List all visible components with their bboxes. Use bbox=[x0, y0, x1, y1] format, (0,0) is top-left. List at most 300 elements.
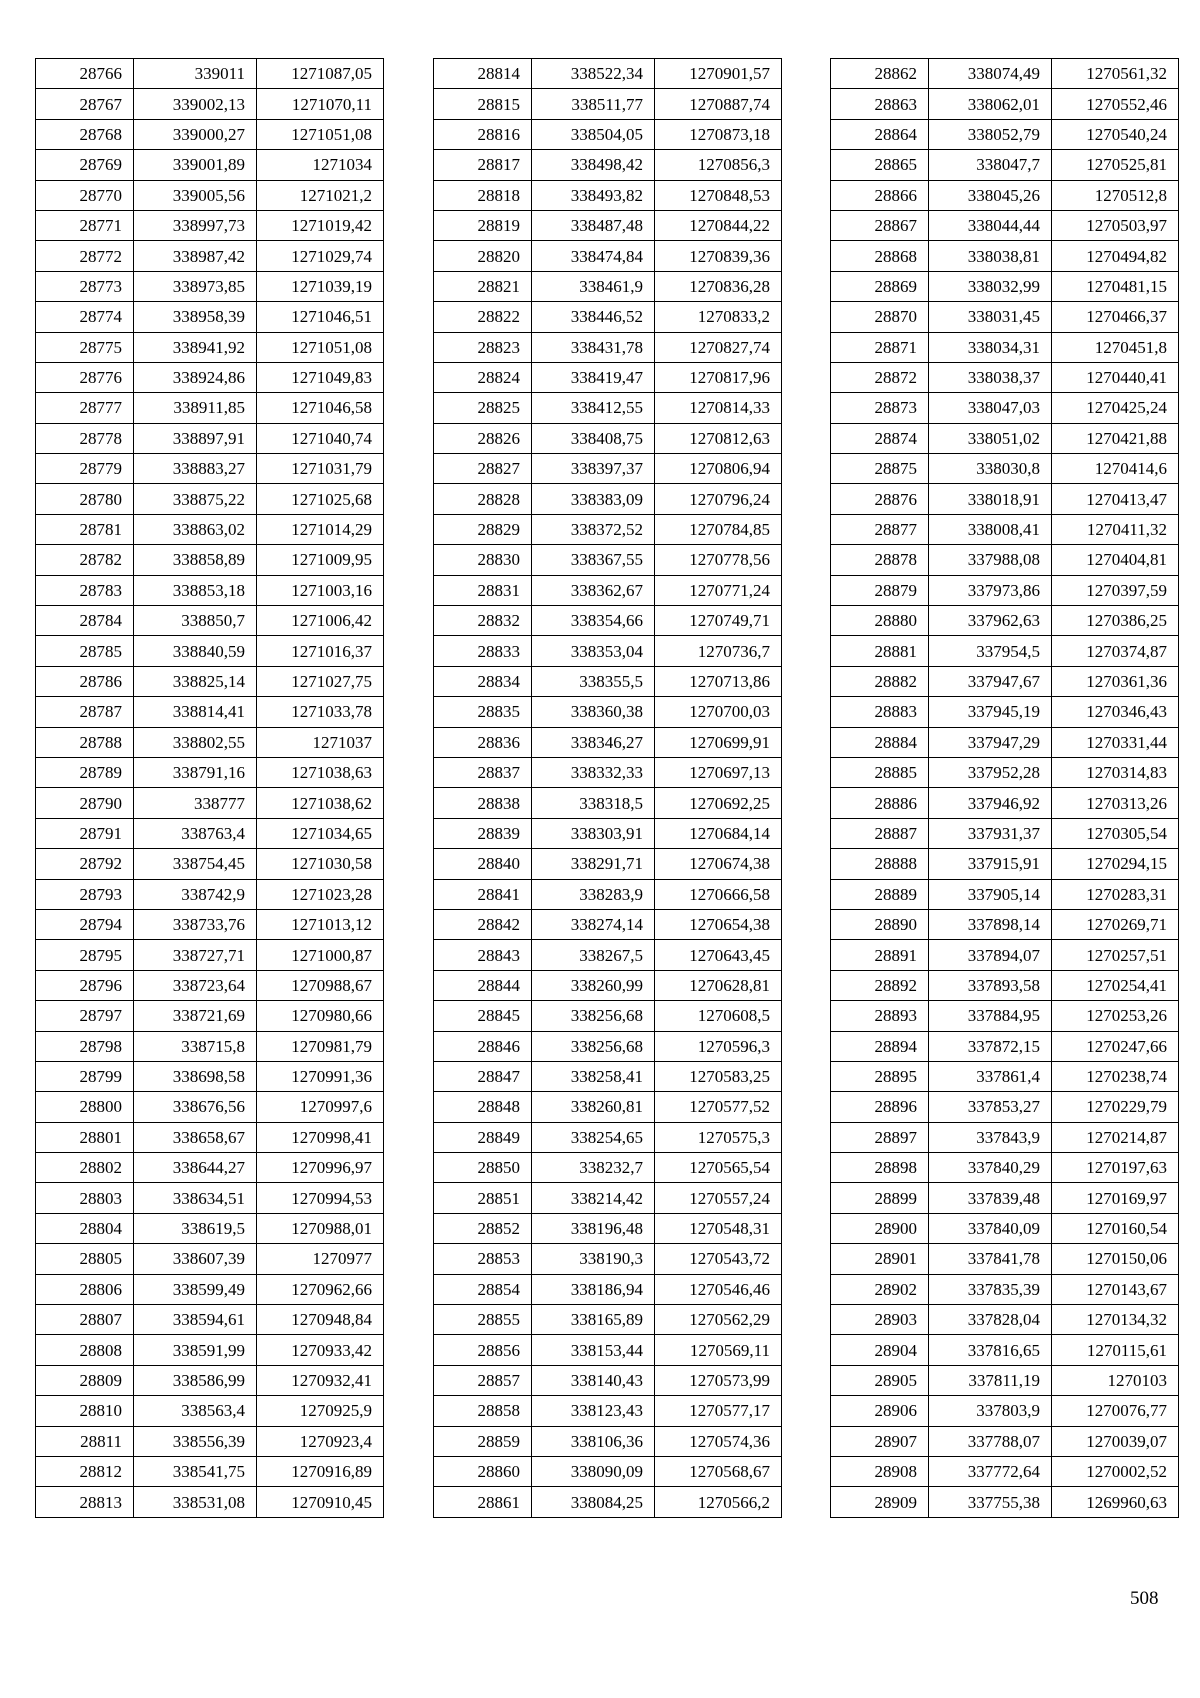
point-number-cell: 28795 bbox=[36, 940, 134, 970]
table-row bbox=[36, 1274, 384, 1304]
point-number-cell: 28854 bbox=[434, 1274, 532, 1304]
x-coordinate-cell: 338487,48 bbox=[532, 210, 655, 240]
x-coordinate-cell: 338563,4 bbox=[134, 1396, 257, 1426]
point-number-cell: 28818 bbox=[434, 180, 532, 210]
x-coordinate-cell: 338825,14 bbox=[134, 666, 257, 696]
table-row bbox=[36, 1396, 384, 1426]
y-coordinate-cell: 1270160,54 bbox=[1052, 1213, 1179, 1243]
y-coordinate-cell: 1271051,08 bbox=[257, 119, 384, 149]
point-number-cell: 28825 bbox=[434, 393, 532, 423]
point-number-cell: 28877 bbox=[831, 514, 929, 544]
point-number-cell: 28801 bbox=[36, 1122, 134, 1152]
table-row bbox=[434, 210, 782, 240]
point-number-cell: 28862 bbox=[831, 59, 929, 89]
point-number-cell: 28867 bbox=[831, 210, 929, 240]
x-coordinate-cell: 338256,68 bbox=[532, 1031, 655, 1061]
x-coordinate-cell: 338763,4 bbox=[134, 818, 257, 848]
point-number-cell: 28776 bbox=[36, 362, 134, 392]
table-row bbox=[831, 575, 1179, 605]
table-row bbox=[831, 332, 1179, 362]
x-coordinate-cell: 338354,66 bbox=[532, 606, 655, 636]
table-row bbox=[831, 1092, 1179, 1122]
y-coordinate-cell: 1270981,79 bbox=[257, 1031, 384, 1061]
table-row bbox=[36, 940, 384, 970]
point-number-cell: 28881 bbox=[831, 636, 929, 666]
y-coordinate-cell: 1271087,05 bbox=[257, 59, 384, 89]
y-coordinate-cell: 1270575,3 bbox=[655, 1122, 782, 1152]
table-row bbox=[831, 757, 1179, 787]
table-row bbox=[36, 1213, 384, 1243]
table-row bbox=[434, 1213, 782, 1243]
point-number-cell: 28832 bbox=[434, 606, 532, 636]
table-row bbox=[36, 241, 384, 271]
point-number-cell: 28902 bbox=[831, 1274, 929, 1304]
y-coordinate-cell: 1270628,81 bbox=[655, 970, 782, 1000]
y-coordinate-cell: 1270684,14 bbox=[655, 818, 782, 848]
table-row bbox=[831, 119, 1179, 149]
y-coordinate-cell: 1270540,24 bbox=[1052, 119, 1179, 149]
x-coordinate-cell: 337947,67 bbox=[929, 666, 1052, 696]
x-coordinate-cell: 338446,52 bbox=[532, 302, 655, 332]
x-coordinate-cell: 338031,45 bbox=[929, 302, 1052, 332]
x-coordinate-cell: 338721,69 bbox=[134, 1001, 257, 1031]
y-coordinate-cell: 1270103 bbox=[1052, 1365, 1179, 1395]
y-coordinate-cell: 1270346,43 bbox=[1052, 697, 1179, 727]
table-row bbox=[36, 636, 384, 666]
x-coordinate-cell: 338332,33 bbox=[532, 757, 655, 787]
table-row bbox=[434, 1001, 782, 1031]
table-row bbox=[434, 606, 782, 636]
point-number-cell: 28772 bbox=[36, 241, 134, 271]
x-coordinate-cell: 337905,14 bbox=[929, 879, 1052, 909]
table-row bbox=[36, 727, 384, 757]
point-number-cell: 28819 bbox=[434, 210, 532, 240]
y-coordinate-cell: 1270806,94 bbox=[655, 454, 782, 484]
y-coordinate-cell: 1270771,24 bbox=[655, 575, 782, 605]
x-coordinate-cell: 338742,9 bbox=[134, 879, 257, 909]
x-coordinate-cell: 338715,8 bbox=[134, 1031, 257, 1061]
y-coordinate-cell: 1270414,6 bbox=[1052, 454, 1179, 484]
x-coordinate-cell: 338408,75 bbox=[532, 423, 655, 453]
point-number-cell: 28767 bbox=[36, 89, 134, 119]
x-coordinate-cell: 338084,25 bbox=[532, 1487, 655, 1517]
x-coordinate-cell: 337945,19 bbox=[929, 697, 1052, 727]
table-row bbox=[434, 150, 782, 180]
x-coordinate-cell: 338214,42 bbox=[532, 1183, 655, 1213]
table-row bbox=[434, 362, 782, 392]
x-coordinate-cell: 338291,71 bbox=[532, 849, 655, 879]
point-number-cell: 28769 bbox=[36, 150, 134, 180]
table-row bbox=[831, 180, 1179, 210]
table-row bbox=[831, 818, 1179, 848]
table-row bbox=[831, 271, 1179, 301]
point-number-cell: 28807 bbox=[36, 1305, 134, 1335]
y-coordinate-cell: 1270796,24 bbox=[655, 484, 782, 514]
x-coordinate-cell: 338153,44 bbox=[532, 1335, 655, 1365]
y-coordinate-cell: 1270374,87 bbox=[1052, 636, 1179, 666]
x-coordinate-cell: 338090,09 bbox=[532, 1456, 655, 1486]
table-row bbox=[831, 849, 1179, 879]
y-coordinate-cell: 1270413,47 bbox=[1052, 484, 1179, 514]
table-row bbox=[831, 362, 1179, 392]
x-coordinate-cell: 338047,03 bbox=[929, 393, 1052, 423]
table-row bbox=[434, 514, 782, 544]
point-number-cell: 28805 bbox=[36, 1244, 134, 1274]
y-coordinate-cell: 1270994,53 bbox=[257, 1183, 384, 1213]
table-row bbox=[434, 697, 782, 727]
table-row bbox=[36, 1487, 384, 1517]
table-row bbox=[434, 89, 782, 119]
y-coordinate-cell: 1270948,84 bbox=[257, 1305, 384, 1335]
point-number-cell: 28883 bbox=[831, 697, 929, 727]
point-number-cell: 28798 bbox=[36, 1031, 134, 1061]
y-coordinate-cell: 1270269,71 bbox=[1052, 909, 1179, 939]
y-coordinate-cell: 1270901,57 bbox=[655, 59, 782, 89]
table-row bbox=[831, 302, 1179, 332]
table-row bbox=[831, 1122, 1179, 1152]
point-number-cell: 28784 bbox=[36, 606, 134, 636]
x-coordinate-cell: 338318,5 bbox=[532, 788, 655, 818]
x-coordinate-cell: 338676,56 bbox=[134, 1092, 257, 1122]
point-number-cell: 28820 bbox=[434, 241, 532, 271]
y-coordinate-cell: 1270608,5 bbox=[655, 1001, 782, 1031]
table-row bbox=[434, 1183, 782, 1213]
x-coordinate-cell: 338267,5 bbox=[532, 940, 655, 970]
table-row bbox=[434, 1092, 782, 1122]
y-coordinate-cell: 1270421,88 bbox=[1052, 423, 1179, 453]
y-coordinate-cell: 1270697,13 bbox=[655, 757, 782, 787]
y-coordinate-cell: 1270466,37 bbox=[1052, 302, 1179, 332]
y-coordinate-cell: 1271037 bbox=[257, 727, 384, 757]
table-row bbox=[36, 89, 384, 119]
table-row bbox=[36, 484, 384, 514]
x-coordinate-cell: 338074,49 bbox=[929, 59, 1052, 89]
table-row bbox=[831, 1213, 1179, 1243]
point-number-cell: 28892 bbox=[831, 970, 929, 1000]
x-coordinate-cell: 338556,39 bbox=[134, 1426, 257, 1456]
y-coordinate-cell: 1270294,15 bbox=[1052, 849, 1179, 879]
y-coordinate-cell: 1270253,26 bbox=[1052, 1001, 1179, 1031]
x-coordinate-cell: 338733,76 bbox=[134, 909, 257, 939]
y-coordinate-cell: 1271039,19 bbox=[257, 271, 384, 301]
y-coordinate-cell: 1271019,42 bbox=[257, 210, 384, 240]
point-number-cell: 28853 bbox=[434, 1244, 532, 1274]
y-coordinate-cell: 1270996,97 bbox=[257, 1153, 384, 1183]
point-number-cell: 28895 bbox=[831, 1061, 929, 1091]
x-coordinate-cell: 338372,52 bbox=[532, 514, 655, 544]
table-row bbox=[831, 484, 1179, 514]
point-number-cell: 28812 bbox=[36, 1456, 134, 1486]
y-coordinate-cell: 1270494,82 bbox=[1052, 241, 1179, 271]
table-row bbox=[434, 271, 782, 301]
point-number-cell: 28851 bbox=[434, 1183, 532, 1213]
y-coordinate-cell: 1271013,12 bbox=[257, 909, 384, 939]
table-row bbox=[434, 1365, 782, 1395]
y-coordinate-cell: 1270313,26 bbox=[1052, 788, 1179, 818]
point-number-cell: 28891 bbox=[831, 940, 929, 970]
y-coordinate-cell: 1270214,87 bbox=[1052, 1122, 1179, 1152]
x-coordinate-cell: 338853,18 bbox=[134, 575, 257, 605]
y-coordinate-cell: 1270977 bbox=[257, 1244, 384, 1274]
point-number-cell: 28909 bbox=[831, 1487, 929, 1517]
table-row bbox=[36, 423, 384, 453]
x-coordinate-cell: 338274,14 bbox=[532, 909, 655, 939]
point-number-cell: 28775 bbox=[36, 332, 134, 362]
x-coordinate-cell: 338196,48 bbox=[532, 1213, 655, 1243]
x-coordinate-cell: 337755,38 bbox=[929, 1487, 1052, 1517]
y-coordinate-cell: 1270873,18 bbox=[655, 119, 782, 149]
table-row bbox=[831, 1365, 1179, 1395]
point-number-cell: 28841 bbox=[434, 879, 532, 909]
table-row bbox=[831, 89, 1179, 119]
y-coordinate-cell: 1270844,22 bbox=[655, 210, 782, 240]
point-number-cell: 28785 bbox=[36, 636, 134, 666]
x-coordinate-cell: 338355,5 bbox=[532, 666, 655, 696]
y-coordinate-cell: 1270925,9 bbox=[257, 1396, 384, 1426]
point-number-cell: 28873 bbox=[831, 393, 929, 423]
point-number-cell: 28890 bbox=[831, 909, 929, 939]
point-number-cell: 28810 bbox=[36, 1396, 134, 1426]
table-row bbox=[434, 1122, 782, 1152]
point-number-cell: 28774 bbox=[36, 302, 134, 332]
point-number-cell: 28843 bbox=[434, 940, 532, 970]
point-number-cell: 28824 bbox=[434, 362, 532, 392]
table-row bbox=[434, 484, 782, 514]
table-row bbox=[434, 1305, 782, 1335]
x-coordinate-cell: 338186,94 bbox=[532, 1274, 655, 1304]
point-number-cell: 28797 bbox=[36, 1001, 134, 1031]
y-coordinate-cell: 1271038,63 bbox=[257, 757, 384, 787]
table-row bbox=[36, 393, 384, 423]
y-coordinate-cell: 1270314,83 bbox=[1052, 757, 1179, 787]
y-coordinate-cell: 1270562,29 bbox=[655, 1305, 782, 1335]
x-coordinate-cell: 337811,19 bbox=[929, 1365, 1052, 1395]
x-coordinate-cell: 338258,41 bbox=[532, 1061, 655, 1091]
y-coordinate-cell: 1270573,99 bbox=[655, 1365, 782, 1395]
y-coordinate-cell: 1270503,97 bbox=[1052, 210, 1179, 240]
point-number-cell: 28788 bbox=[36, 727, 134, 757]
x-coordinate-cell: 338850,7 bbox=[134, 606, 257, 636]
y-coordinate-cell: 1270002,52 bbox=[1052, 1456, 1179, 1486]
x-coordinate-cell: 338863,02 bbox=[134, 514, 257, 544]
table-row bbox=[831, 1061, 1179, 1091]
x-coordinate-cell: 339005,56 bbox=[134, 180, 257, 210]
x-coordinate-cell: 338051,02 bbox=[929, 423, 1052, 453]
x-coordinate-cell: 338599,49 bbox=[134, 1274, 257, 1304]
x-coordinate-cell: 338232,7 bbox=[532, 1153, 655, 1183]
y-coordinate-cell: 1270833,2 bbox=[655, 302, 782, 332]
point-number-cell: 28826 bbox=[434, 423, 532, 453]
point-number-cell: 28869 bbox=[831, 271, 929, 301]
table-row bbox=[36, 1092, 384, 1122]
point-number-cell: 28777 bbox=[36, 393, 134, 423]
table-row bbox=[36, 119, 384, 149]
y-coordinate-cell: 1270577,52 bbox=[655, 1092, 782, 1122]
table-row bbox=[36, 59, 384, 89]
point-number-cell: 28855 bbox=[434, 1305, 532, 1335]
point-number-cell: 28903 bbox=[831, 1305, 929, 1335]
table-row bbox=[831, 940, 1179, 970]
y-coordinate-cell: 1270134,32 bbox=[1052, 1305, 1179, 1335]
y-coordinate-cell: 1270713,86 bbox=[655, 666, 782, 696]
point-number-cell: 28781 bbox=[36, 514, 134, 544]
y-coordinate-cell: 1270988,67 bbox=[257, 970, 384, 1000]
x-coordinate-cell: 338260,99 bbox=[532, 970, 655, 1000]
point-number-cell: 28897 bbox=[831, 1122, 929, 1152]
x-coordinate-cell: 338032,99 bbox=[929, 271, 1052, 301]
x-coordinate-cell: 338531,08 bbox=[134, 1487, 257, 1517]
y-coordinate-cell: 1270257,51 bbox=[1052, 940, 1179, 970]
y-coordinate-cell: 1271014,29 bbox=[257, 514, 384, 544]
y-coordinate-cell: 1270440,41 bbox=[1052, 362, 1179, 392]
x-coordinate-cell: 338493,82 bbox=[532, 180, 655, 210]
table-row bbox=[36, 788, 384, 818]
point-number-cell: 28884 bbox=[831, 727, 929, 757]
x-coordinate-cell: 338030,8 bbox=[929, 454, 1052, 484]
y-coordinate-cell: 1270778,56 bbox=[655, 545, 782, 575]
y-coordinate-cell: 1270566,2 bbox=[655, 1487, 782, 1517]
table-row bbox=[434, 332, 782, 362]
table-row bbox=[434, 636, 782, 666]
y-coordinate-cell: 1270887,74 bbox=[655, 89, 782, 119]
table-row bbox=[36, 545, 384, 575]
y-coordinate-cell: 1270565,54 bbox=[655, 1153, 782, 1183]
table-row bbox=[831, 1031, 1179, 1061]
y-coordinate-cell: 1270784,85 bbox=[655, 514, 782, 544]
y-coordinate-cell: 1270229,79 bbox=[1052, 1092, 1179, 1122]
y-coordinate-cell: 1270512,8 bbox=[1052, 180, 1179, 210]
point-number-cell: 28907 bbox=[831, 1426, 929, 1456]
x-coordinate-cell: 338283,9 bbox=[532, 879, 655, 909]
x-coordinate-cell: 338044,44 bbox=[929, 210, 1052, 240]
point-number-cell: 28830 bbox=[434, 545, 532, 575]
y-coordinate-cell: 1270923,4 bbox=[257, 1426, 384, 1456]
table-row bbox=[36, 666, 384, 696]
point-number-cell: 28893 bbox=[831, 1001, 929, 1031]
x-coordinate-cell: 338038,37 bbox=[929, 362, 1052, 392]
table-row bbox=[434, 940, 782, 970]
x-coordinate-cell: 338883,27 bbox=[134, 454, 257, 484]
point-number-cell: 28870 bbox=[831, 302, 929, 332]
point-number-cell: 28908 bbox=[831, 1456, 929, 1486]
table-row bbox=[36, 302, 384, 332]
table-row bbox=[434, 423, 782, 453]
table-row bbox=[36, 332, 384, 362]
table-row bbox=[434, 1244, 782, 1274]
x-coordinate-cell: 337954,5 bbox=[929, 636, 1052, 666]
y-coordinate-cell: 1270916,89 bbox=[257, 1456, 384, 1486]
y-coordinate-cell: 1270397,59 bbox=[1052, 575, 1179, 605]
table-row bbox=[434, 970, 782, 1000]
x-coordinate-cell: 337841,78 bbox=[929, 1244, 1052, 1274]
table-row bbox=[831, 1396, 1179, 1426]
y-coordinate-cell: 1270548,31 bbox=[655, 1213, 782, 1243]
table-row bbox=[36, 1183, 384, 1213]
y-coordinate-cell: 1270654,38 bbox=[655, 909, 782, 939]
point-number-cell: 28831 bbox=[434, 575, 532, 605]
y-coordinate-cell: 1270561,32 bbox=[1052, 59, 1179, 89]
y-coordinate-cell: 1271033,78 bbox=[257, 697, 384, 727]
y-coordinate-cell: 1271034 bbox=[257, 150, 384, 180]
point-number-cell: 28768 bbox=[36, 119, 134, 149]
x-coordinate-cell: 337893,58 bbox=[929, 970, 1052, 1000]
point-number-cell: 28823 bbox=[434, 332, 532, 362]
point-number-cell: 28860 bbox=[434, 1456, 532, 1486]
y-coordinate-cell: 1271016,37 bbox=[257, 636, 384, 666]
table-row bbox=[434, 818, 782, 848]
point-number-cell: 28799 bbox=[36, 1061, 134, 1091]
point-number-cell: 28835 bbox=[434, 697, 532, 727]
point-number-cell: 28904 bbox=[831, 1335, 929, 1365]
x-coordinate-cell: 338038,81 bbox=[929, 241, 1052, 271]
point-number-cell: 28878 bbox=[831, 545, 929, 575]
y-coordinate-cell: 1270856,3 bbox=[655, 150, 782, 180]
point-number-cell: 28898 bbox=[831, 1153, 929, 1183]
table-row bbox=[831, 545, 1179, 575]
x-coordinate-cell: 337884,95 bbox=[929, 1001, 1052, 1031]
point-number-cell: 28780 bbox=[36, 484, 134, 514]
y-coordinate-cell: 1271021,2 bbox=[257, 180, 384, 210]
x-coordinate-cell: 338858,89 bbox=[134, 545, 257, 575]
table-row bbox=[434, 241, 782, 271]
x-coordinate-cell: 337803,9 bbox=[929, 1396, 1052, 1426]
x-coordinate-cell: 337894,07 bbox=[929, 940, 1052, 970]
y-coordinate-cell: 1270836,28 bbox=[655, 271, 782, 301]
point-number-cell: 28803 bbox=[36, 1183, 134, 1213]
table-row bbox=[831, 454, 1179, 484]
point-number-cell: 28838 bbox=[434, 788, 532, 818]
table-row bbox=[434, 788, 782, 818]
table-row bbox=[831, 59, 1179, 89]
x-coordinate-cell: 338594,61 bbox=[134, 1305, 257, 1335]
x-coordinate-cell: 338346,27 bbox=[532, 727, 655, 757]
x-coordinate-cell: 337816,65 bbox=[929, 1335, 1052, 1365]
y-coordinate-cell: 1271051,08 bbox=[257, 332, 384, 362]
x-coordinate-cell: 338106,36 bbox=[532, 1426, 655, 1456]
x-coordinate-cell: 338644,27 bbox=[134, 1153, 257, 1183]
x-coordinate-cell: 338018,91 bbox=[929, 484, 1052, 514]
x-coordinate-cell: 338412,55 bbox=[532, 393, 655, 423]
table-row bbox=[831, 1244, 1179, 1274]
point-number-cell: 28868 bbox=[831, 241, 929, 271]
x-coordinate-cell: 338190,3 bbox=[532, 1244, 655, 1274]
coordinate-table-2 bbox=[433, 58, 782, 1518]
point-number-cell: 28833 bbox=[434, 636, 532, 666]
point-number-cell: 28850 bbox=[434, 1153, 532, 1183]
y-coordinate-cell: 1270254,41 bbox=[1052, 970, 1179, 1000]
table-row bbox=[36, 1426, 384, 1456]
point-number-cell: 28806 bbox=[36, 1274, 134, 1304]
y-coordinate-cell: 1270197,63 bbox=[1052, 1153, 1179, 1183]
table-row bbox=[831, 1426, 1179, 1456]
y-coordinate-cell: 1270643,45 bbox=[655, 940, 782, 970]
x-coordinate-cell: 337962,63 bbox=[929, 606, 1052, 636]
y-coordinate-cell: 1270143,67 bbox=[1052, 1274, 1179, 1304]
table-row bbox=[434, 666, 782, 696]
y-coordinate-cell: 1270331,44 bbox=[1052, 727, 1179, 757]
coordinate-table-3 bbox=[830, 58, 1179, 1518]
point-number-cell: 28796 bbox=[36, 970, 134, 1000]
y-coordinate-cell: 1271025,68 bbox=[257, 484, 384, 514]
table-row bbox=[36, 1153, 384, 1183]
y-coordinate-cell: 1271034,65 bbox=[257, 818, 384, 848]
point-number-cell: 28866 bbox=[831, 180, 929, 210]
point-number-cell: 28849 bbox=[434, 1122, 532, 1152]
y-coordinate-cell: 1270076,77 bbox=[1052, 1396, 1179, 1426]
table-row bbox=[434, 545, 782, 575]
x-coordinate-cell: 338997,73 bbox=[134, 210, 257, 240]
x-coordinate-cell: 338498,42 bbox=[532, 150, 655, 180]
